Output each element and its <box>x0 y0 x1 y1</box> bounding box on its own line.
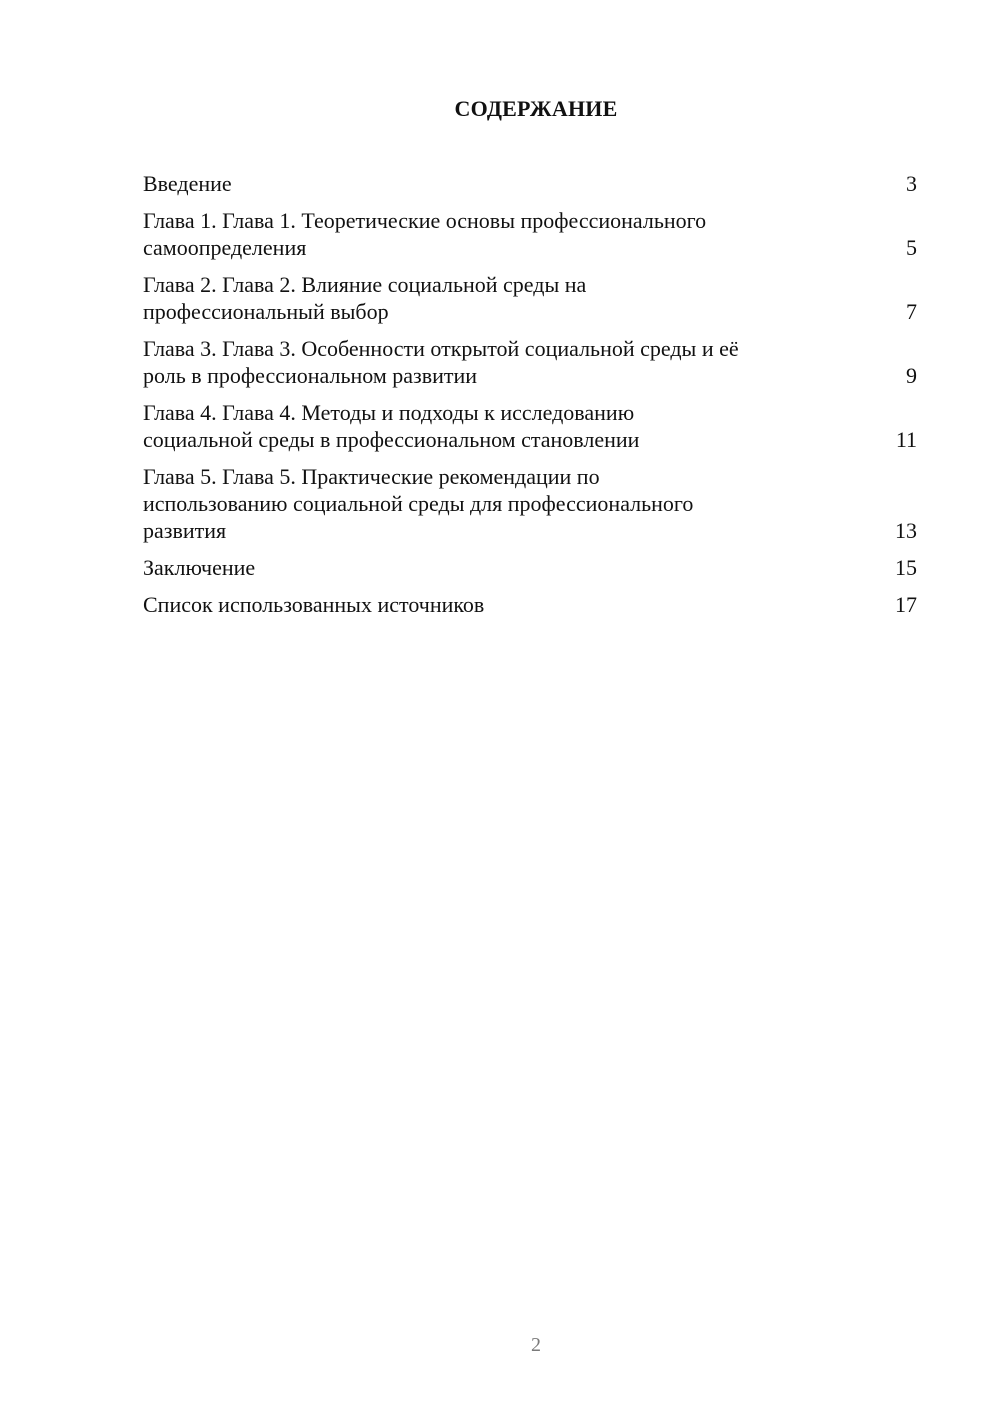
toc-entry-text: Введение <box>143 171 232 196</box>
toc-entry-chapter-5[interactable] <box>143 463 920 544</box>
toc-title: СОДЕРЖАНИЕ <box>454 96 618 121</box>
toc-entry-text: Глава 2. Глава 2. Влияние социальной среды на профессиональный выбор <box>143 272 587 324</box>
toc-entry-chapter-2[interactable] <box>143 271 920 325</box>
toc-entry-page: 5 <box>906 235 917 260</box>
toc-entry-text: Заключение <box>143 555 256 580</box>
toc-entry-page: 7 <box>906 299 917 324</box>
toc-entry-page: 3 <box>906 171 917 196</box>
toc-entry-chapter-4[interactable] <box>143 399 920 453</box>
toc-entry-page: 17 <box>895 592 917 617</box>
toc-entry-page: 9 <box>906 363 917 388</box>
toc-entry-chapter-3[interactable] <box>143 335 920 389</box>
toc-entry-conclusion[interactable] <box>143 554 920 581</box>
toc-entry-text: Глава 4. Глава 4. Методы и подходы к исследованию социальной среды в профессиональном становлении <box>143 400 640 452</box>
toc-entry-text: Список использованных источников <box>143 592 485 617</box>
toc-entry-chapter-1[interactable] <box>143 207 920 261</box>
toc-entry-page: 13 <box>895 518 917 543</box>
toc-entry-introduction[interactable] <box>143 170 920 197</box>
page-number: 2 <box>531 1334 541 1356</box>
toc-entry-page: 11 <box>895 427 917 452</box>
toc-entry-page: 15 <box>895 555 917 580</box>
toc-entry-references[interactable] <box>143 591 920 618</box>
toc-list <box>143 170 920 628</box>
toc-entry-text: Глава 1. Глава 1. Теоретические основы профессионального самоопределения <box>143 208 707 260</box>
toc-entry-text: Глава 3. Глава 3. Особенности открытой социальной среды и её роль в профессиональном развитии <box>143 336 739 388</box>
toc-entry-text: Глава 5. Глава 5. Практические рекомендации по использованию социальной среды для профессионального развития <box>143 464 694 543</box>
